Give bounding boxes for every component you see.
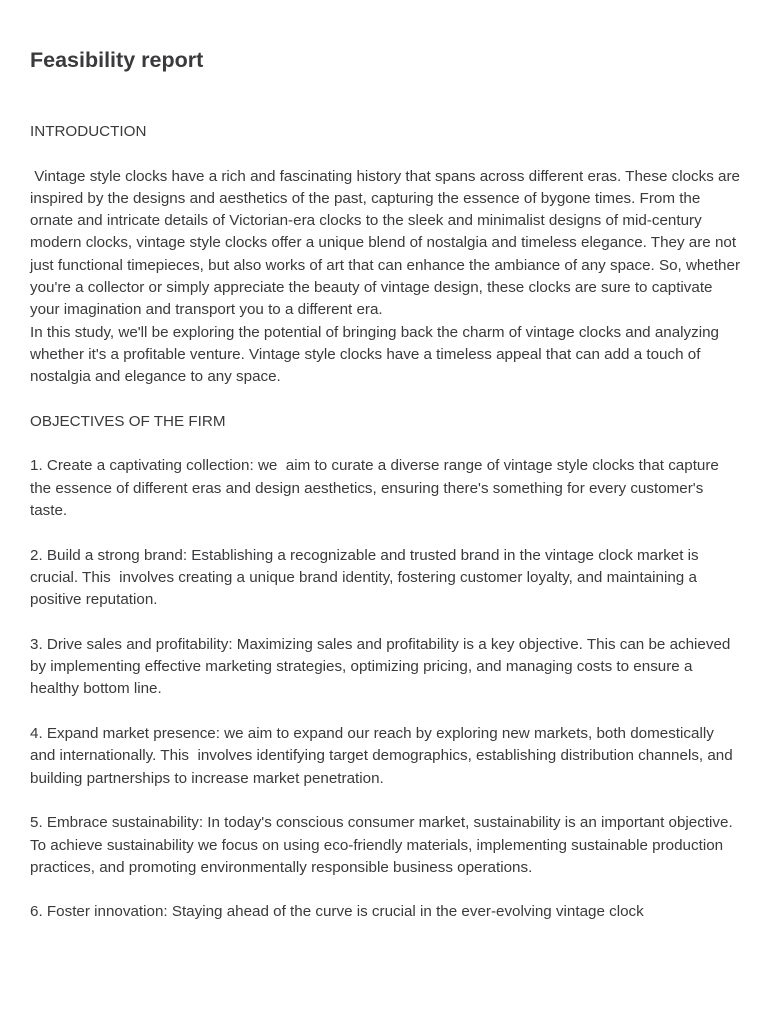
paragraph-gap (30, 433, 740, 455)
paragraph-gap (30, 701, 740, 723)
paragraph-gap (30, 389, 740, 411)
objective-item: 6. Foster innovation: Staying ahead of the curve is crucial in the ever-evolving vintage clock (30, 903, 644, 921)
paragraph-gap (30, 879, 740, 901)
objective-item: 3. Drive sales and profitability: Maximizing sales and profitability is a key objective. This can be achieved by implementing effective marketing strategies, optimizing pricing, and managing costs to ensure a healthy bottom line. (30, 635, 735, 698)
paragraph-gap (30, 612, 740, 634)
introduction-paragraph: In this study, we'll be exploring the potential of bringing back the charm of vintage clocks and analyzing whether it's a profitable venture. Vintage style clocks have a timeless appeal that can add a touch of nostalgia and elegance to any space. (30, 323, 724, 386)
paragraph-gap (30, 790, 740, 812)
document-title: Feasibility report (30, 48, 204, 72)
introduction-heading: INTRODUCTION (30, 123, 147, 140)
paragraph-gap (30, 522, 740, 544)
objective-item: 2. Build a strong brand: Establishing a recognizable and trusted brand in the vintage clock market is crucial. This involves creating a unique brand identity, fostering customer loyalty, and maintaining a positive reputation. (30, 546, 703, 609)
objective-item: 4. Expand market presence: we aim to expand our reach by exploring new markets, both domestically and internationally. This involves identifying target demographics, establishing distribution channels, and building partnerships to increase market penetration. (30, 725, 737, 787)
document-body (30, 121, 745, 924)
objectives-heading: OBJECTIVES OF THE FIRM (30, 412, 226, 430)
objective-item: 1. Create a captivating collection: we aim to curate a diverse range of vintage style clocks that capture the essence of different eras and design aesthetics, ensuring there's something for every customer's taste. (30, 457, 724, 520)
introduction-paragraph: Vintage style clocks have a rich and fascinating history that spans across different eras. These clocks are inspired by the designs and aesthetics of the past, capturing the essence of bygone times. From the ornate and intricate details of Victorian-era clocks to the sleek and minimalist designs of mid-century modern clocks, vintage style clocks offer a unique blend of nostalgia and timeless elegance. They are not just functional timepieces, but also works of art that can enhance the ambiance of any space. So, whether you're a collector or simply appreciate the beauty of vintage design, these clocks are sure to captivate your imagination and transport you to a different era. (30, 167, 745, 319)
paragraph-gap (30, 143, 740, 165)
objective-item: 5. Embrace sustainability: In today's conscious consumer market, sustainability is an important objective. To achieve sustainability we focus on using eco-friendly materials, implementing sustainable production practices, and promoting environmentally responsible business operations. (30, 814, 737, 876)
